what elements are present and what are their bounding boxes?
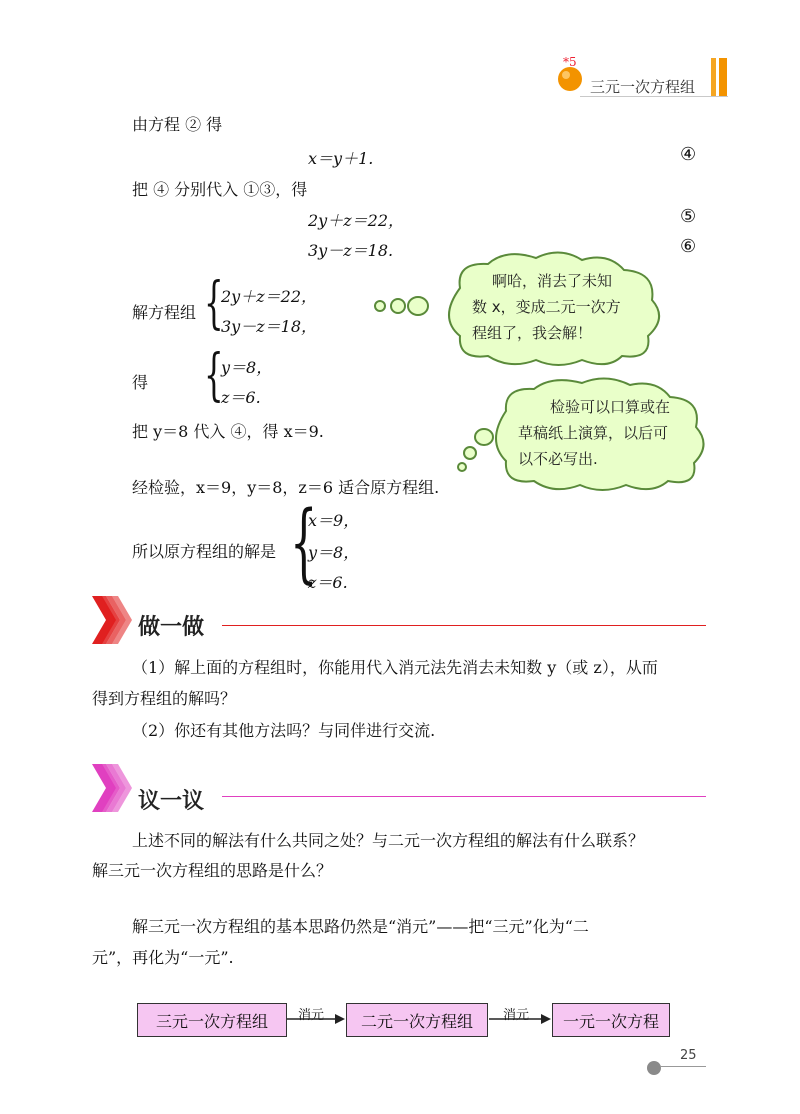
flow-box-ternary: 三元一次方程组 — [137, 1003, 287, 1037]
page-number-rule — [660, 1066, 706, 1067]
do-it-q2: （2）你还有其他方法吗？与同伴进行交流. — [132, 721, 436, 740]
brace-result: { — [204, 343, 224, 408]
flow-arrow-2 — [489, 1012, 551, 1026]
equation-4-mark: ④ — [680, 144, 697, 165]
do-it-q1-line1: （1）解上面的方程组时，你能用代入消元法先消去未知数 y（或 z），从而 — [132, 658, 658, 677]
do-it-title: 做一做 — [138, 615, 205, 640]
system-line-2: 3y－z＝18， — [221, 317, 318, 336]
idea-line-1: 解三元一次方程组的基本思路仍然是“消元”——把“三元”化为“二 — [132, 917, 589, 936]
system-line-1: 2y＋z＝22， — [221, 287, 318, 306]
discuss-line-2: 解三元一次方程组的思路是什么？ — [92, 861, 333, 880]
solve-label: 解方程组 — [132, 303, 197, 322]
section-title: 三元一次方程组 — [590, 78, 696, 96]
header-divider — [580, 96, 728, 97]
check-text: 经检验，x＝9，y＝8，z＝6 适合原方程组. — [132, 478, 440, 497]
callout-2-text — [518, 394, 670, 472]
callout-1-line-3: 程组了，我会解！ — [472, 324, 593, 342]
callout-1-text — [472, 268, 621, 346]
callout-2-line-1: 检验可以口算或在 — [550, 398, 671, 416]
equation-5-mark: ⑤ — [680, 206, 697, 227]
flow-arrow-1-label: 消元 — [298, 1008, 325, 1023]
callout-2-line-2: 草稿纸上演算，以后可 — [518, 424, 669, 442]
header-bar-light — [711, 58, 716, 96]
magenta-chevrons-icon — [92, 764, 136, 812]
from-eq2-text: 由方程 ② 得 — [132, 115, 223, 134]
substitute-text: 把 ④ 分别代入 ①③，得 — [132, 180, 308, 199]
equation-5: 2y＋z＝22， — [308, 211, 405, 230]
red-chevrons-icon — [92, 596, 136, 644]
get-label: 得 — [132, 373, 149, 392]
callout-1-line-2: 数 x，变成二元一次方 — [472, 298, 621, 316]
brace-solution: { — [290, 493, 318, 593]
solution-label: 所以原方程组的解是 — [132, 542, 277, 561]
equation-6: 3y－z＝18. — [308, 241, 394, 260]
equation-6-mark: ⑥ — [680, 236, 697, 257]
callout-1-line-1: 啊哈，消去了未知 — [492, 272, 613, 290]
result-z: z＝6. — [221, 388, 261, 407]
do-it-q1-line2: 得到方程组的解吗？ — [92, 689, 237, 708]
idea-line-2: 元”，再化为“一元”. — [92, 948, 234, 967]
solution-y: y＝8， — [308, 543, 360, 562]
flow-arrow-1 — [287, 1012, 345, 1026]
discuss-line-1: 上述不同的解法有什么共同之处？与二元一次方程组的解法有什么联系？ — [132, 831, 645, 850]
equation-4: x＝y＋1. — [308, 149, 374, 168]
page-number: 25 — [680, 1048, 697, 1063]
solution-x: x＝9， — [308, 511, 360, 530]
substitute-back-text: 把 y＝8 代入 ④，得 x＝9. — [132, 422, 324, 441]
section-number: *5 — [563, 55, 577, 69]
result-y: y＝8， — [221, 358, 273, 377]
flow-box-linear: 一元一次方程 — [552, 1003, 670, 1037]
page-dot-icon — [644, 1058, 664, 1078]
brace-system: { — [204, 271, 224, 336]
callout-2-line-3: 以不必写出. — [518, 450, 598, 468]
solution-z: z＝6. — [308, 573, 348, 592]
discuss-title: 议一议 — [138, 789, 205, 814]
flow-arrow-2-label: 消元 — [503, 1008, 530, 1023]
header-bar-dark — [719, 58, 727, 96]
flow-box-binary: 二元一次方程组 — [346, 1003, 488, 1037]
discuss-rule — [222, 796, 706, 797]
do-it-rule — [222, 625, 706, 626]
